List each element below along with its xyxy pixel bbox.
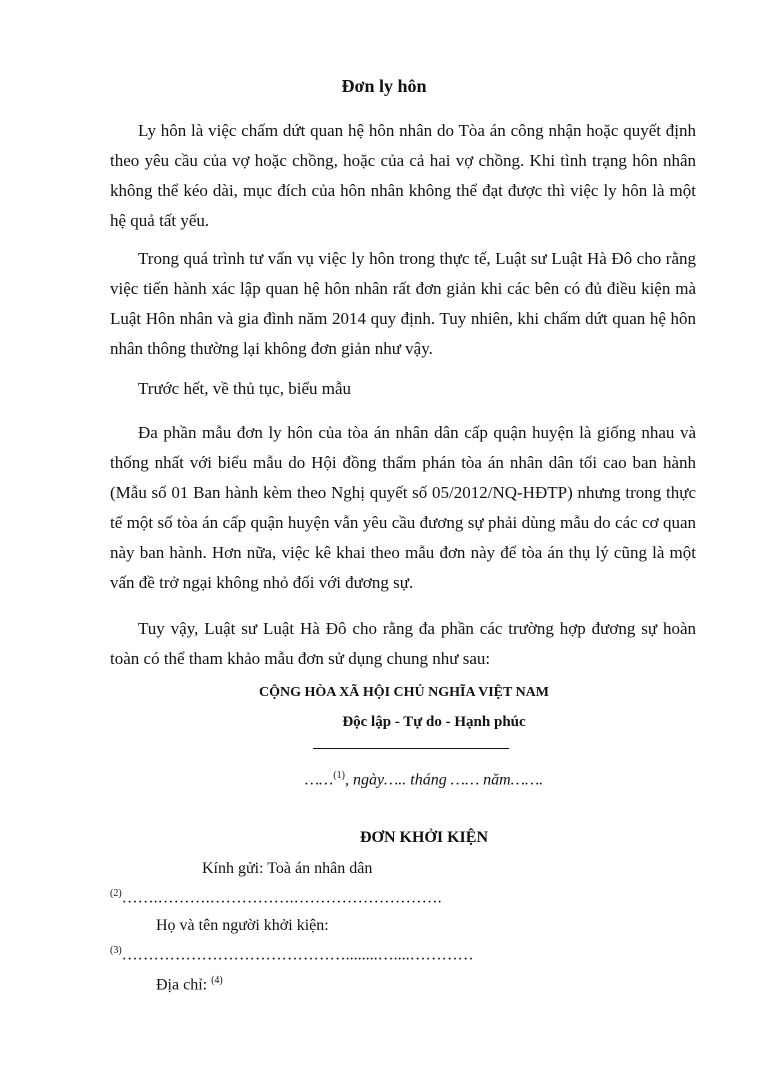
paragraph-definition: Ly hôn là việc chấm dứt quan hệ hôn nhân do Tòa án công nhận hoặc quyết định theo yêu cầu của vợ hoặc chồng, hoặc của cả hai vợ chồng. Khi tình trạng hôn nhân không thể kéo dài, mục đích của hôn nhân không thể đạt được thì việc ly hôn là một hệ quả tất yếu.: [110, 121, 696, 230]
plaintiff-line: [110, 945, 474, 964]
recipient-line: [110, 888, 442, 907]
paragraph-reference: Tuy vậy, Luật sư Luật Hà Đô cho rằng đa phần các trường hợp đương sự hoàn toàn có thể tham khảo mẫu đơn sử dụng chung như sau:: [110, 619, 696, 668]
recipient-label: Kính gửi: Toà án nhân dân: [202, 860, 373, 877]
paragraph-procedure: Trước hết, về thủ tục, biểu mẫu: [138, 379, 352, 398]
footnote-2: (2): [110, 888, 122, 899]
footnote-3: (3): [110, 945, 122, 956]
document-title: Đơn ly hôn: [341, 76, 427, 96]
date-line: [40, 770, 768, 789]
footnote-1: (1): [333, 770, 345, 781]
plaintiff-label: Họ và tên người khởi kiện:: [156, 917, 329, 934]
national-motto: Độc lập - Tự do - Hạnh phúc: [342, 714, 526, 730]
paragraph-template: Đa phần mẫu đơn ly hôn của tòa án nhân dân cấp quận huyện là giống nhau và thống nhất với biểu mẫu do Hội đồng thẩm phán tòa án nhân dân tối cao ban hành (Mẫu số 01 Ban hành kèm theo Nghị quyết số 05/2012/NQ-HĐTP) nhưng trong thực tế một số tòa án cấp quận huyện vẫn yêu cầu đương sự phải dùng mẫu do các cơ quan này ban hành. Hơn nữa, việc kê khai theo mẫu đơn này để tòa án thụ lý cũng là một vấn đề trở ngại không nhỏ đối với đương sự.: [110, 423, 696, 592]
paragraph-consulting: Trong quá trình tư vấn vụ việc ly hôn trong thực tế, Luật sư Luật Hà Đô cho rằng việc tiến hành xác lập quan hệ hôn nhân rất đơn giản khi các bên có đủ điều kiện mà Luật Hôn nhân và gia đình năm 2014 quy định. Tuy nhiên, khi chấm dứt quan hệ hôn nhân thông thường lại không đơn giản như vậy.: [110, 249, 696, 358]
date-rest: , ngày….. tháng …… năm…….: [344, 771, 544, 789]
recipient-dots: …….……….…………….……………………….: [121, 889, 442, 907]
footnote-4: (4): [211, 975, 223, 986]
date-prefix: ……: [304, 771, 334, 789]
form-heading: ĐƠN KHỞI KIỆN: [359, 829, 488, 846]
republic-heading: CỘNG HÒA XÃ HỘI CHỦ NGHĨA VIỆT NAM: [258, 685, 549, 700]
address-label: Địa chỉ:: [156, 976, 212, 994]
plaintiff-dots: ……………………………………........…....…………: [121, 946, 474, 964]
motto-underline: [313, 748, 509, 749]
address-line: [156, 975, 223, 994]
